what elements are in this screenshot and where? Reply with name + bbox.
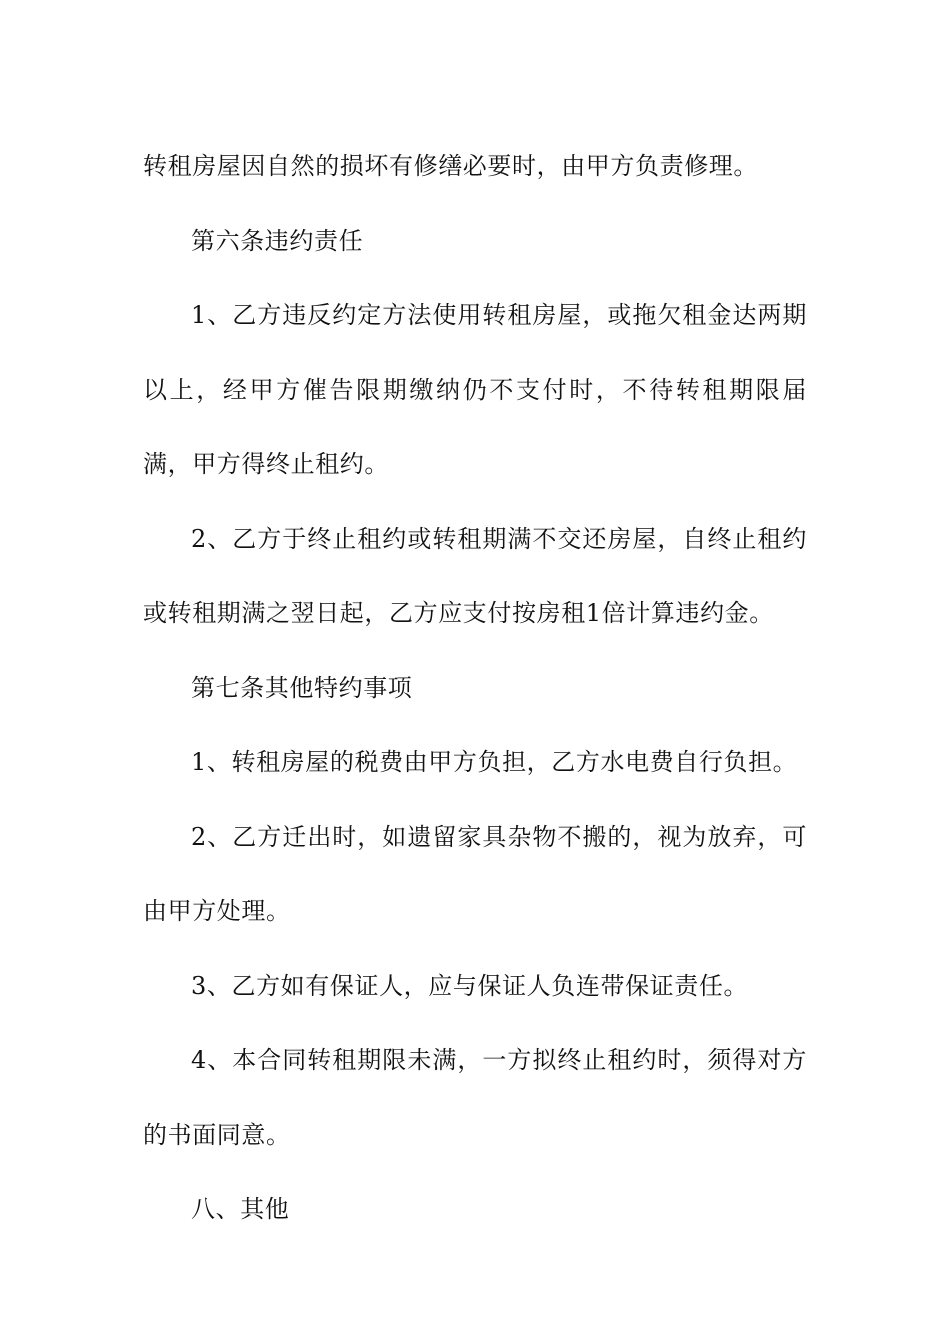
section-heading-article-8: 八、其他 — [191, 1195, 290, 1223]
paragraph-7-4: 4、本合同转租期限未满，一方拟终止租约时，须得对方的书面同意。 — [143, 1046, 807, 1149]
paragraph-7-2: 2、乙方迁出时，如遗留家具杂物不搬的，视为放弃，可由甲方处理。 — [143, 822, 807, 925]
paragraph-6-1: 1、乙方违反约定方法使用转租房屋，或拖欠租金达两期以上，经甲方催告限期缴纳仍不支付时，不待转租期限届满，甲方得终止租约。 — [143, 301, 807, 478]
document-body — [143, 129, 807, 1247]
paragraph-6-2: 2、乙方于终止租约或转租期满不交还房屋，自终止租约或转租期满之翌日起，乙方应支付按房租1倍计算违约金。 — [143, 524, 807, 627]
section-heading-article-7: 第七条其他特约事项 — [191, 673, 413, 702]
paragraph-7-3: 3、乙方如有保证人，应与保证人负连带保证责任。 — [191, 971, 749, 1000]
paragraph-repair-continuation: 转租房屋因自然的损坏有修缮必要时，由甲方负责修理。 — [143, 152, 758, 180]
section-heading-article-6: 第六条违约责任 — [191, 226, 364, 255]
paragraph-7-1: 1、转租房屋的税费由甲方负担，乙方水电费自行负担。 — [191, 748, 798, 776]
